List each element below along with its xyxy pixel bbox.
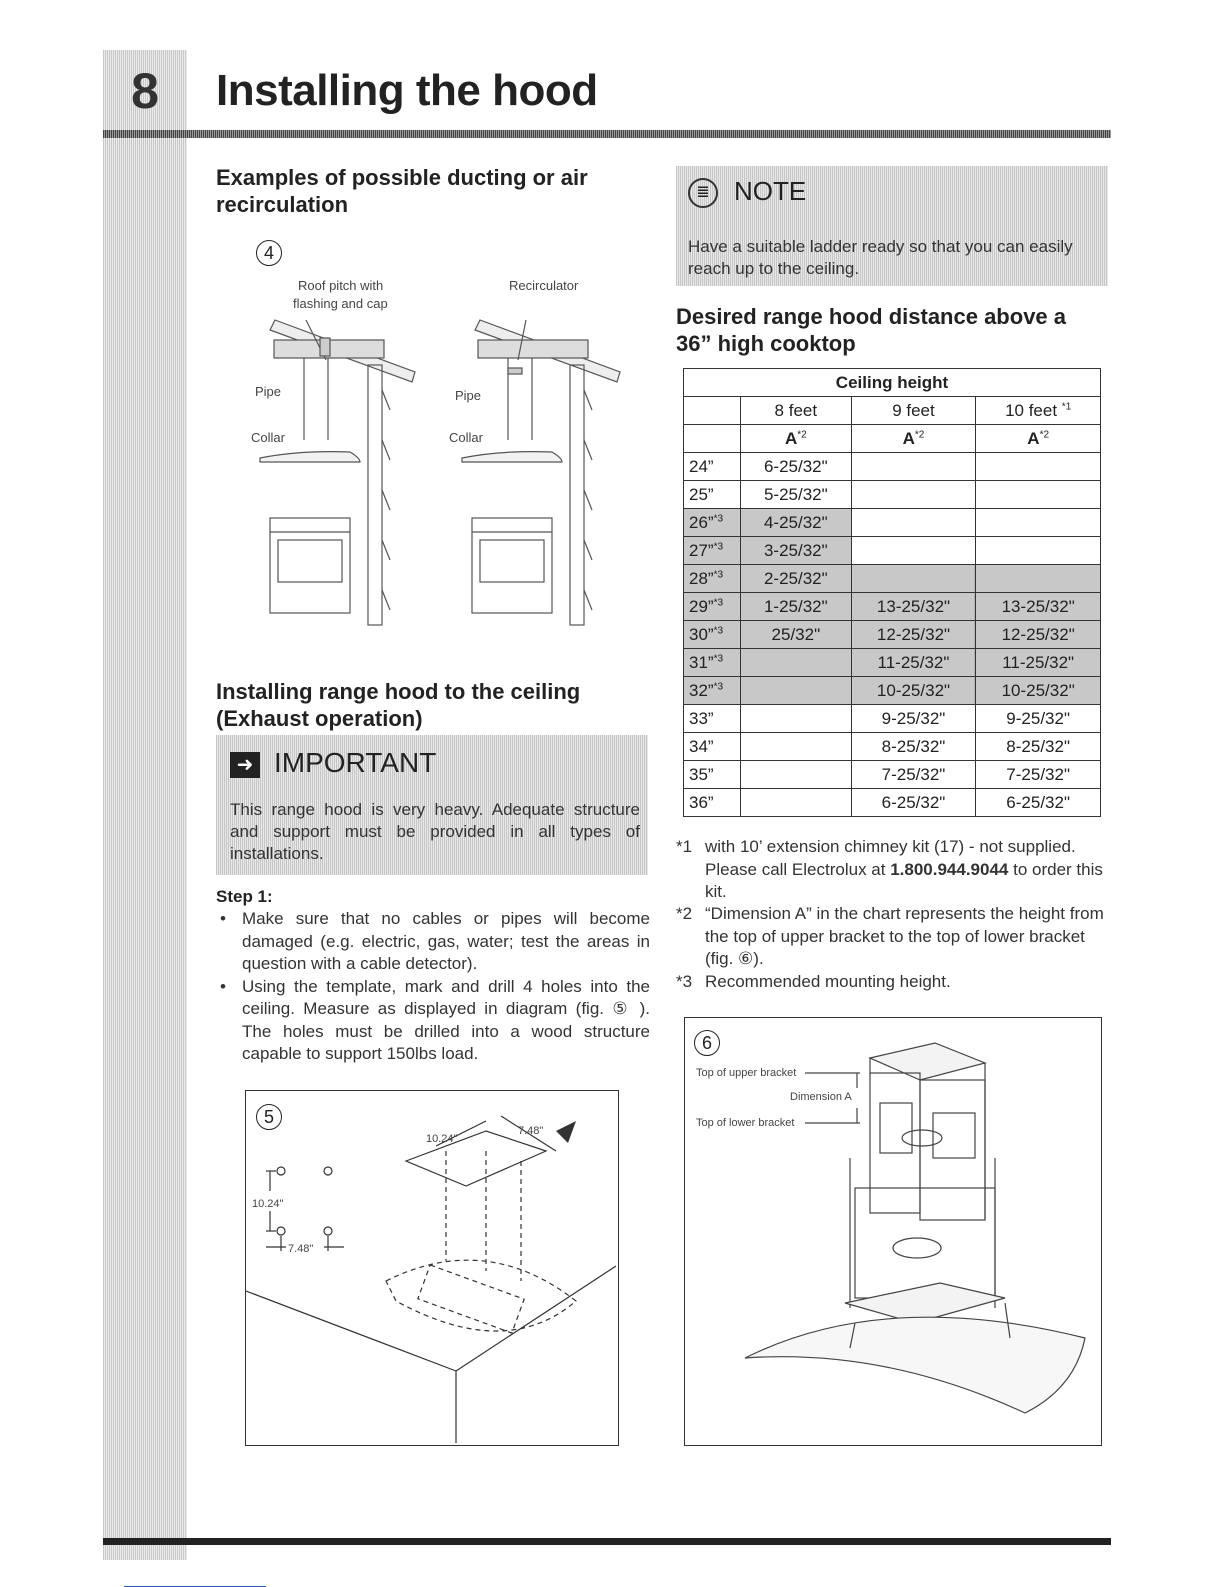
cell-value <box>741 761 852 789</box>
fig6-label-dimension: Dimension A <box>790 1091 852 1103</box>
table-row <box>684 565 1101 593</box>
cell-value: 13-25/32" <box>851 593 976 621</box>
cell-value: 10-25/32" <box>976 677 1101 705</box>
cell-value: 6-25/32" <box>741 453 852 481</box>
cell-value: 7-25/32" <box>851 761 976 789</box>
cell-value <box>741 789 852 817</box>
important-title: ➜ IMPORTANT <box>230 747 436 779</box>
table-row <box>684 453 1101 481</box>
fig4-label-pipe-right: Pipe <box>455 388 482 403</box>
sidebar-band <box>103 50 187 1560</box>
cell-value: 7-25/32" <box>976 761 1101 789</box>
step-list <box>216 908 650 1066</box>
table-row <box>684 509 1101 537</box>
cell-value: 6-25/32" <box>851 789 976 817</box>
fig5-dim-a-top: 10.24" <box>426 1133 458 1145</box>
table-row <box>684 481 1101 509</box>
fig5-dim-a: 10.24" <box>252 1198 284 1210</box>
cell-value: 12-25/32" <box>976 621 1101 649</box>
cell-value: 8-25/32" <box>976 733 1101 761</box>
row-height: 35” <box>684 761 741 789</box>
fig4-label-pipe-left: Pipe <box>255 384 282 399</box>
cell-value <box>741 733 852 761</box>
step-title: Step 1: <box>216 887 273 906</box>
row-height: 26”$^{*3}$ <box>684 509 741 537</box>
cell-value: 1-25/32" <box>741 593 852 621</box>
cell-value <box>851 537 976 565</box>
list-item: • Make sure that no cables or pipes will become damaged (e.g. electric, gas, water; test the areas in question with a cable detector). <box>216 908 650 976</box>
cell-value <box>741 705 852 733</box>
fig4-ducting-illustration <box>240 300 640 630</box>
col-9-feet: 9 feet <box>851 397 976 425</box>
cell-value <box>976 509 1101 537</box>
table-row <box>684 733 1101 761</box>
note-title: ≣ NOTE <box>688 176 806 208</box>
table-row <box>684 537 1101 565</box>
footnote-1: *1 with 10’ extension chimney kit (17) - not supplied. Please call Electrolux at 1.800.944.9044 to order this kit. <box>676 837 1103 901</box>
examples-heading: Examples of possible ducting or air recirculation <box>216 165 588 217</box>
arrow-right-icon: ➜ <box>230 752 260 778</box>
fig4-label-recirculator: Recirculator <box>509 278 579 293</box>
cell-value: 3-25/32" <box>741 537 852 565</box>
fig4-label-roof-2: flashing and cap <box>293 296 388 311</box>
title-rule <box>103 130 1111 138</box>
fig6-label-lower: Top of lower bracket <box>696 1117 795 1129</box>
table-row <box>684 705 1101 733</box>
row-height: 28”$^{*3}$ <box>684 565 741 593</box>
cell-value <box>851 453 976 481</box>
col-8-feet: 8 feet <box>741 397 852 425</box>
col-10-feet: 10 feet $^{*1}$ <box>976 397 1101 425</box>
cell-value: 4-25/32" <box>741 509 852 537</box>
table-caption: Ceiling height <box>684 369 1101 397</box>
bottom-rule <box>103 1538 1111 1545</box>
cell-value <box>976 565 1101 593</box>
row-height: 24” <box>684 453 741 481</box>
cell-value: 25/32" <box>741 621 852 649</box>
row-height: 27”$^{*3}$ <box>684 537 741 565</box>
row-height: 31”$^{*3}$ <box>684 649 741 677</box>
cell-value: 9-25/32" <box>976 705 1101 733</box>
table-a-row <box>684 425 1101 453</box>
footnote-3: *3 Recommended mounting height. <box>676 972 951 991</box>
row-height: 33” <box>684 705 741 733</box>
row-height: 34” <box>684 733 741 761</box>
ceiling-height-table <box>683 368 1101 817</box>
cell-value: 13-25/32" <box>976 593 1101 621</box>
row-height: 25” <box>684 481 741 509</box>
note-text: Have a suitable ladder ready so that you can easily reach up to the ceiling. <box>688 237 1073 278</box>
cell-value <box>741 649 852 677</box>
cell-value: 2-25/32" <box>741 565 852 593</box>
cell-value: 12-25/32" <box>851 621 976 649</box>
cell-value: 6-25/32" <box>976 789 1101 817</box>
table-row <box>684 677 1101 705</box>
row-height: 36” <box>684 789 741 817</box>
cell-value: 10-25/32" <box>851 677 976 705</box>
cell-value <box>851 509 976 537</box>
table-row <box>684 761 1101 789</box>
important-text: This range hood is very heavy. Adequate structure and support must be provided in all types of installations. <box>230 800 640 863</box>
ceiling-heading: Installing range hood to the ceiling (Exhaust operation) <box>216 679 581 731</box>
cell-value <box>851 565 976 593</box>
distance-heading: Desired range hood distance above a 36” high cooktop <box>676 304 1067 356</box>
fig5-dim-b: 7.48" <box>288 1243 314 1255</box>
cell-value <box>976 537 1101 565</box>
fig5-number: 5 <box>256 1104 282 1130</box>
cell-value: 9-25/32" <box>851 705 976 733</box>
row-height: 30”$^{*3}$ <box>684 621 741 649</box>
table-row <box>684 789 1101 817</box>
fig4-label-collar-left: Collar <box>251 430 285 445</box>
table-caption-row <box>684 369 1101 397</box>
cell-value: 11-25/32" <box>851 649 976 677</box>
a-label: $A^{*2}$ <box>851 425 976 453</box>
table-row <box>684 649 1101 677</box>
fig4-label-roof: Roof pitch with <box>298 278 384 293</box>
row-height: 29”$^{*3}$ <box>684 593 741 621</box>
table-row <box>684 593 1101 621</box>
cell-value <box>851 481 976 509</box>
table-header-row <box>684 397 1101 425</box>
cell-value: 8-25/32" <box>851 733 976 761</box>
fig6-number: 6 <box>694 1030 720 1056</box>
page-title: Installing the hood <box>216 66 598 115</box>
note-icon: ≣ <box>688 178 718 208</box>
fig4-number: 4 <box>256 240 282 266</box>
fig6-bracket-illustration <box>685 1018 1099 1443</box>
note-box <box>676 166 1108 286</box>
cell-value: 11-25/32" <box>976 649 1101 677</box>
chapter-number: 8 <box>131 63 159 119</box>
cell-value: 5-25/32" <box>741 481 852 509</box>
list-item: • Using the template, mark and drill 4 holes into the ceiling. Measure as displayed in diagram (fig. ⑤ ). The holes must be drilled into a wood structure capable to support 150lbs load. <box>216 976 650 1066</box>
fig4-label-collar-right: Collar <box>449 430 483 445</box>
a-label: $A^{*2}$ <box>741 425 852 453</box>
fig5-dim-b-top: 7.48" <box>518 1125 544 1137</box>
cell-value <box>741 677 852 705</box>
fig6-label-upper: Top of upper bracket <box>696 1067 797 1079</box>
important-box <box>216 735 648 875</box>
cell-value <box>976 453 1101 481</box>
row-height: 32”$^{*3}$ <box>684 677 741 705</box>
table-row <box>684 621 1101 649</box>
a-label: $A^{*2}$ <box>976 425 1101 453</box>
cell-value <box>976 481 1101 509</box>
footnote-2: *2 “Dimension A” in the chart represents the height from the top of upper bracket to the top of lower bracket (fig. ⑥). <box>676 904 1104 968</box>
